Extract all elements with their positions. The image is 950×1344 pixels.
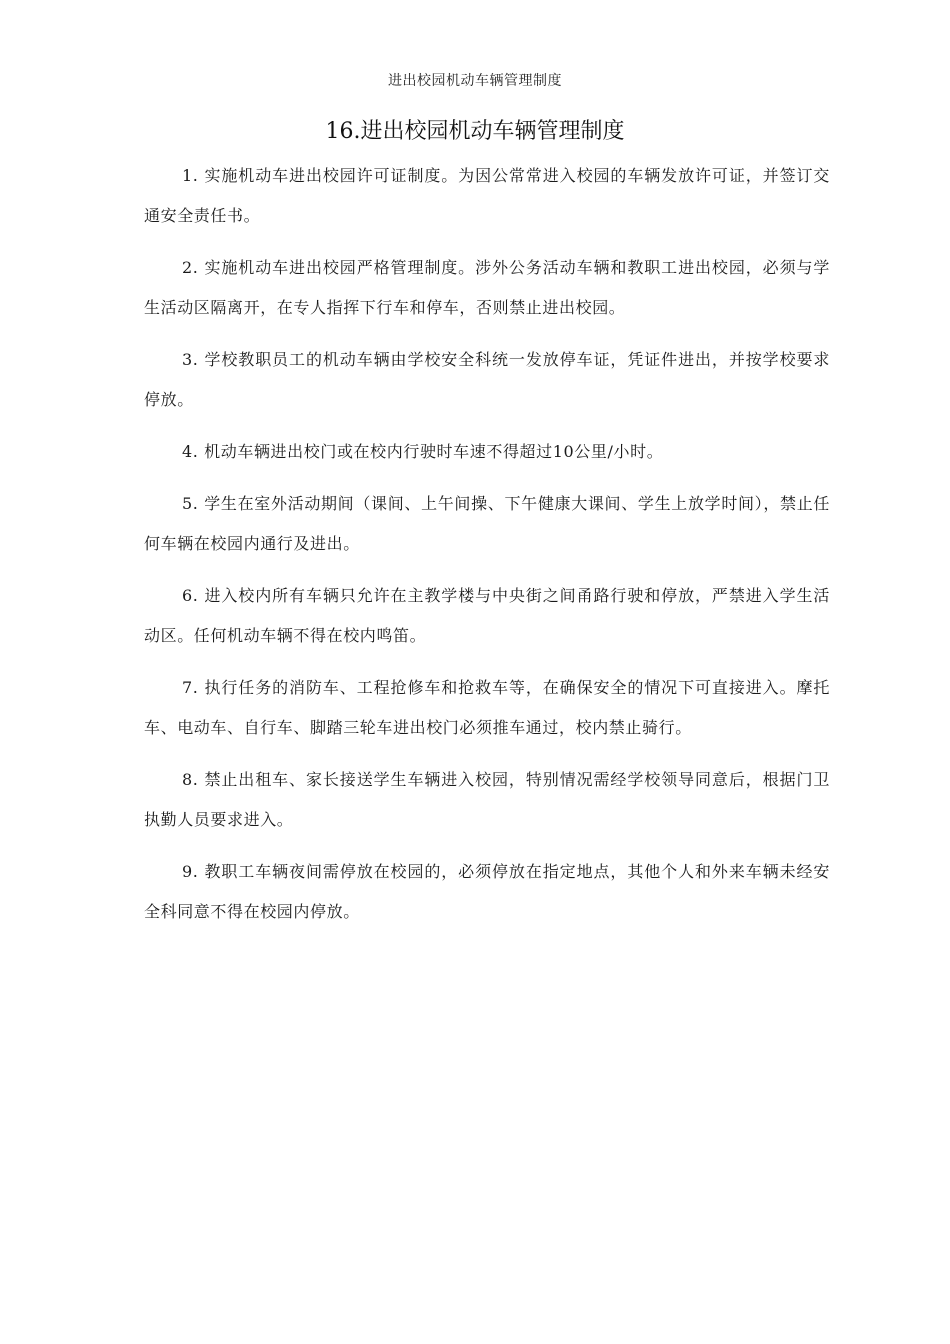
document-title: 16.进出校园机动车辆管理制度 [325,119,625,144]
document-body [144,156,830,944]
clause-8: 8. 禁止出租车、家长接送学生车辆进入校园，特别情况需经学校领导同意后，根据门卫执勤人员要求进入。 [144,770,830,829]
clause-6: 6. 进入校内所有车辆只允许在主教学楼与中央街之间甬路行驶和停放，严禁进入学生活动区。任何机动车辆不得在校内鸣笛。 [144,586,830,645]
clause-2: 2. 实施机动车进出校园严格管理制度。涉外公务活动车辆和教职工进出校园，必须与学生活动区隔离开，在专人指挥下行车和停车，否则禁止进出校园。 [144,258,830,317]
clause-7: 7. 执行任务的消防车、工程抢修车和抢救车等，在确保安全的情况下可直接进入。摩托车、电动车、自行车、脚踏三轮车进出校门必须推车通过，校内禁止骑行。 [144,678,830,737]
clause-1: 1. 实施机动车进出校园许可证制度。为因公常常进入校园的车辆发放许可证，并签订交通安全责任书。 [144,166,830,225]
running-header: 进出校园机动车辆管理制度 [388,73,562,89]
clause-5: 5. 学生在室外活动期间（课间、上午间操、下午健康大课间、学生上放学时间），禁止任何车辆在校园内通行及进出。 [144,494,830,553]
clause-3: 3. 学校教职员工的机动车辆由学校安全科统一发放停车证，凭证件进出，并按学校要求停放。 [144,350,830,409]
clause-4: 4. 机动车辆进出校门或在校内行驶时车速不得超过10公里/小时。 [182,442,664,461]
clause-9: 9. 教职工车辆夜间需停放在校园的，必须停放在指定地点，其他个人和外来车辆未经安全科同意不得在校园内停放。 [144,862,830,921]
